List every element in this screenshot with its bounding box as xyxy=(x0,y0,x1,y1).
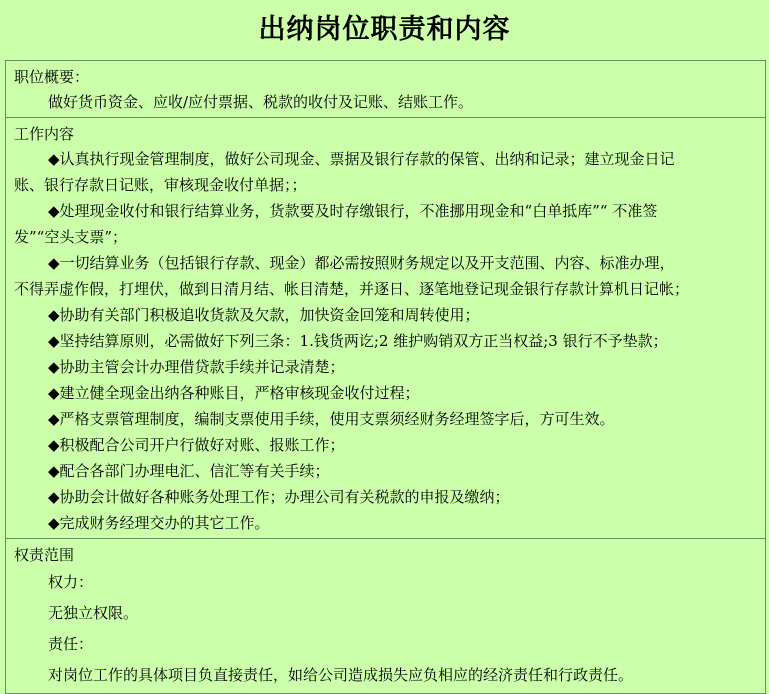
duty-line: ◆配合各部门办理电汇、信汇等有关手续； xyxy=(48,462,330,480)
authority-heading: 权责范围 xyxy=(14,546,75,564)
duties-heading: 工作内容 xyxy=(14,125,75,143)
duty-line: ◆处理现金收付和银行结算业务，货款要及时存缴银行，不准挪用现金和“白单抵库”“ 不准签 xyxy=(48,202,658,220)
duty-line: ◆认真执行现金管理制度，做好公司现金、票据及银行存款的保管、出纳和记录；建立现金日记 xyxy=(48,150,675,168)
duty-line: 账、银行存款日记账，审核现金收付单据；； xyxy=(14,176,307,194)
duty-line: ◆坚持结算原则，必需做好下列三条：1.钱货两讫;2 维护购销双方正当权益;3 银行不予垫款； xyxy=(48,332,668,350)
duty-line: ◆协助有关部门积极追收货款及欠款，加快资金回笼和周转使用； xyxy=(48,306,480,324)
duty-line: ◆严格支票管理制度，编制支票使用手续，使用支票须经财务经理签字后，方可生效。 xyxy=(48,410,615,428)
duty-line: 不得弄虚作假，打埋伏，做到日清月结、帐目清楚，并逐日、逐笔地登记现金银行存款计算机日记帐； xyxy=(14,280,690,298)
overview-text: 做好货币资金、应收/应付票据、税款的收付及记账、结账工作。 xyxy=(48,93,474,111)
authority-line: 权力： xyxy=(48,573,94,591)
duties-section xyxy=(6,118,765,539)
duty-line: ◆积极配合公司开户行做好对账、报账工作； xyxy=(48,436,345,454)
duty-line: ◆一切结算业务（包括银行存款、现金）都必需按照财务规定以及开支范围、内容、标准办理， xyxy=(48,254,675,272)
page-title: 出纳岗位职责和内容 xyxy=(258,14,511,45)
authority-line: 对岗位工作的具体项目负直接责任，如给公司造成损失应负相应的经济责任和行政责任。 xyxy=(48,666,634,684)
table-bottom-strip xyxy=(5,660,766,667)
duty-line: ◆完成财务经理交办的其它工作。 xyxy=(48,514,270,532)
authority-line: 责任： xyxy=(48,635,94,653)
duty-line: ◆协助会计做好各种账务处理工作；办理公司有关税款的申报及缴纳； xyxy=(48,488,510,506)
authority-line: 无独立权限。 xyxy=(48,604,139,622)
duties-table xyxy=(5,60,766,694)
duty-line: 发”“空头支票”； xyxy=(14,228,128,246)
overview-heading: 职位概要： xyxy=(14,68,90,86)
duty-line: ◆建立健全现金出纳各种账目，严格审核现金收付过程； xyxy=(48,384,420,402)
authority-section xyxy=(6,539,765,694)
duty-line: ◆协助主管会计办理借贷款手续并记录清楚； xyxy=(48,358,345,376)
overview-section xyxy=(6,61,765,118)
